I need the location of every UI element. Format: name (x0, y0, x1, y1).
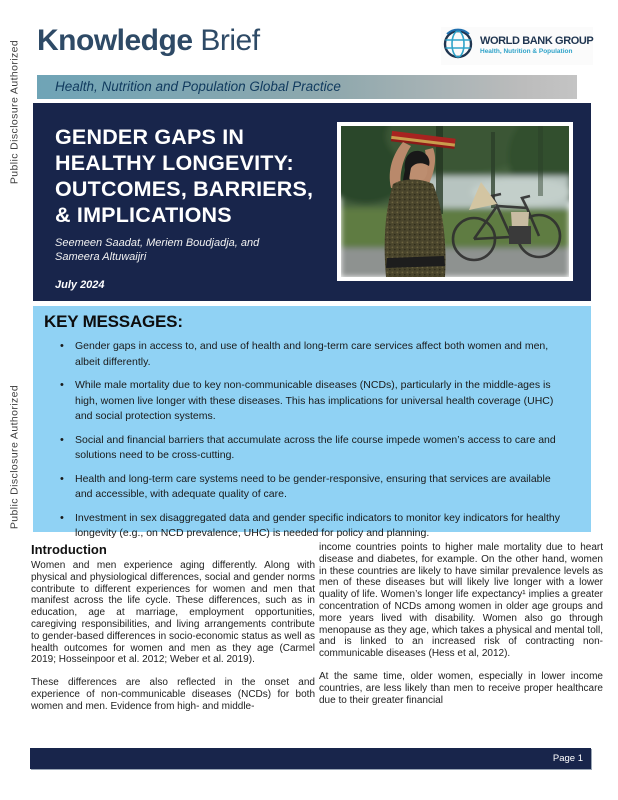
paragraph: At the same time, older women, especially in lower income countries, are less likely than men to receive proper healthcare due to their greater financial (319, 670, 603, 706)
left-column (31, 542, 315, 724)
key-messages-section (33, 306, 591, 539)
brief-title-line: OUTCOMES, BARRIERS, (55, 177, 314, 201)
public-disclosure-label: Public Disclosure Authorized (8, 39, 21, 185)
brief-title-line: GENDER GAPS IN (55, 125, 245, 149)
bicycle-bags (509, 212, 531, 244)
worldbank-logo-text (480, 36, 593, 56)
authors-line: Sameera Altuwaijri (55, 251, 147, 263)
authors (55, 236, 259, 264)
brief-title-line: HEALTHY LONGEVITY: (55, 151, 294, 175)
worldbank-logo-subtitle: Health, Nutrition & Population (480, 48, 573, 56)
paragraph: Women and men experience aging differently. Along with physical and physiological differences, social and gender norms contribute to different experiences for women and men that manifest across the life cycle. These differences, such as in education, age at marriage, employment opportunities, caregiving responsibilities, and living arrangements contribute to gender-based differences in socio-economic status as well as health outcomes for women and men as they age (Carmel 2019; Hosseinpoor et al. 2012; Weber et al. 2019). (31, 560, 315, 666)
masthead-title-light: Brief (192, 24, 260, 57)
brief-title-line: & IMPLICATIONS (55, 203, 232, 227)
practice-banner: Health, Nutrition and Population Global Practice (37, 75, 577, 99)
worldbank-logo-name: WORLD BANK GROUP (480, 34, 594, 47)
globe-icon (441, 27, 475, 66)
hero-section (33, 103, 591, 301)
belt (386, 256, 445, 268)
key-message-item: • Gender gaps in access to, and use of health and long-term care services affect both women and men, albeit differently. (75, 339, 567, 370)
introduction-heading: Introduction (31, 542, 107, 557)
paragraph: income countries points to higher male mortality due to heart disease and diabetes, for example. On the other hand, women in these countries are likely to have similar prevalence levels as men of these diseases but will likely live longer with a lower quality of life. Women’s longer life expectancy¹ implies a greater concentration of NCDs among women in older age groups and more years lived with disability. Women also go through menopause as they age, which takes a physical and mental toll, and is linked to an increased risk of contracting non-communicable diseases (Hess et al, 2012). (319, 542, 603, 660)
masthead-title (37, 24, 260, 58)
brief-title (55, 124, 313, 228)
tree-background (341, 126, 569, 277)
page-number-label: Page 1 (552, 753, 583, 764)
publication-date: July 2024 (55, 279, 105, 291)
key-message-item: • Social and financial barriers that accumulate across the life course impede women’s access to care and solutions need to be cross-cutting. (75, 433, 567, 464)
key-message-item: • Investment in sex disaggregated data and gender specific indicators to monitor key indicators for healthy longevity (e.g., on NCD prevalence, UHC) is needed for policy and planning. (75, 511, 567, 542)
key-messages-list (75, 339, 567, 550)
paragraph: These differences are also reflected in the onset and experience of non-communicable diseases (NCDs) for both women and men. Evidence from high- and middle- (31, 677, 315, 712)
key-messages-heading: KEY MESSAGES: (44, 312, 183, 331)
hero-photo (337, 122, 573, 281)
key-message-item: • Health and long-term care systems need to be gender-responsive, ensuring that services are available and accessible, with adequate quality of care. (75, 472, 567, 503)
page-footer (30, 748, 591, 769)
authors-line: Seemeen Saadat, Meriem Boudjadja, and (55, 237, 260, 249)
masthead-title-bold: Knowledge (37, 24, 193, 57)
key-message-item: • While male mortality due to key non-communicable diseases (NCDs), particularly in the middle-ages is high, women live longer with these diseases. This has implications for universal health coverage (UHC) and social protection systems. (75, 378, 567, 425)
right-column (319, 542, 603, 717)
public-disclosure-label: Public Disclosure Authorized (8, 384, 21, 530)
worldbank-logo (441, 27, 593, 65)
